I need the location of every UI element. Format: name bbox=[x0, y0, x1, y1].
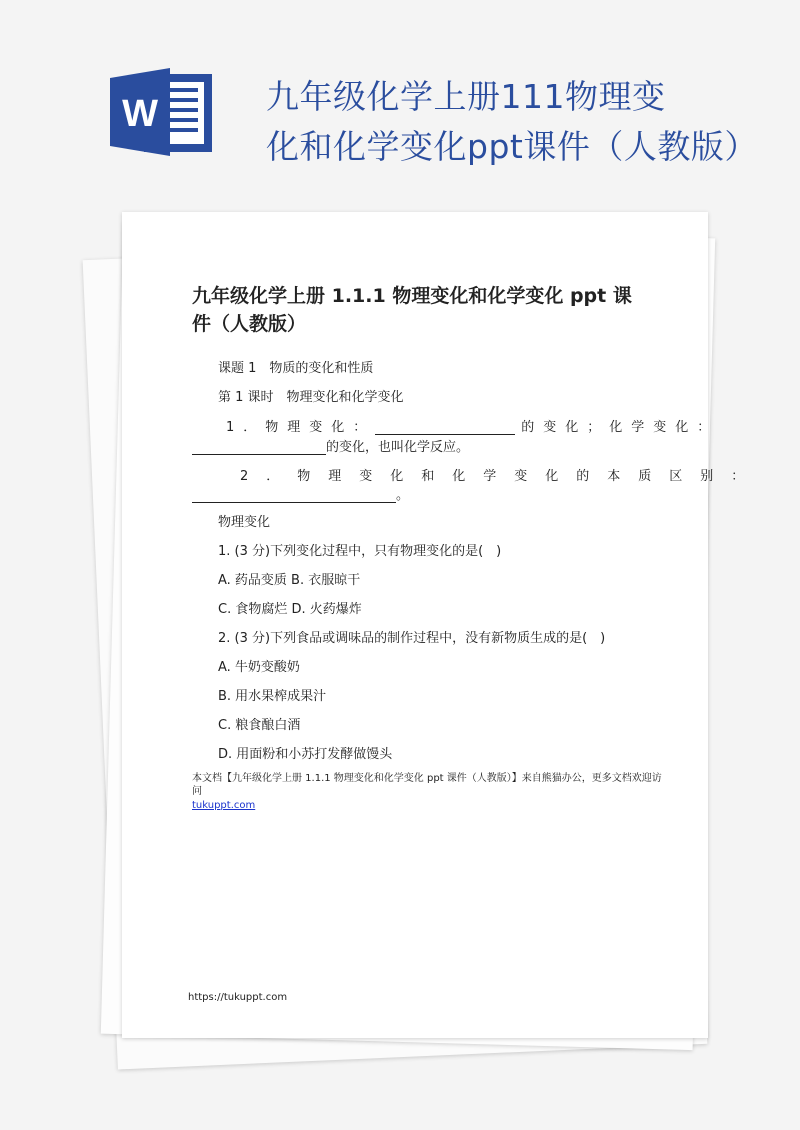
q1-suffix: 的变化，也叫化学反应。 bbox=[326, 440, 470, 455]
question-2-continued bbox=[192, 484, 409, 503]
question-2-line bbox=[240, 465, 762, 484]
period-heading: 第 1 课时 物理变化和化学变化 bbox=[218, 390, 404, 405]
list-item: A. 牛奶变酸奶 bbox=[218, 660, 300, 675]
document-title-line2: 件（人教版） bbox=[192, 313, 307, 335]
list-item: C. 粮食酿白酒 bbox=[218, 718, 301, 733]
word-doc-icon bbox=[110, 68, 214, 156]
list-item: A. 药品变质 B. 衣服晾干 bbox=[218, 573, 361, 588]
fill-blank bbox=[192, 454, 326, 455]
page-title-line1: 九年级化学上册111物理变 bbox=[266, 77, 666, 116]
page-title bbox=[266, 72, 766, 172]
document-title bbox=[192, 282, 642, 338]
fill-blank bbox=[192, 502, 396, 503]
document-title-line1: 九年级化学上册 1.1.1 物理变化和化学变化 ppt 课 bbox=[192, 285, 632, 307]
fill-blank bbox=[375, 434, 515, 435]
bottom-url: https://tukuppt.com bbox=[188, 992, 288, 1003]
list-item: D. 用面粉和小苏打发酵做馒头 bbox=[218, 747, 393, 762]
document-page bbox=[122, 212, 763, 1038]
lesson-heading: 课题 1 物质的变化和性质 bbox=[218, 361, 374, 376]
page-title-line2: 化和化学变化ppt课件（人教版） bbox=[266, 127, 758, 166]
list-item: C. 食物腐烂 D. 火药爆炸 bbox=[218, 602, 362, 617]
list-item: 2. (3 分)下列食品或调味品的制作过程中，没有新物质生成的是( ) bbox=[218, 631, 606, 646]
q2-prefix: 2．物理变化和化学变化的本质区别： bbox=[240, 469, 763, 484]
question-1-line bbox=[226, 416, 719, 435]
q1-mid: 的变化；化学变化： bbox=[521, 420, 720, 435]
q2-end: 。 bbox=[396, 488, 410, 503]
section-heading: 物理变化 bbox=[218, 515, 271, 530]
footer-note: 本文档【九年级化学上册 1.1.1 物理变化和化学变化 ppt 课件（人教版）】来自熊猫办公，更多文档欢迎访问 bbox=[192, 773, 662, 797]
question-1-continued bbox=[192, 436, 469, 455]
footer-link[interactable]: tukuppt.com bbox=[192, 800, 256, 811]
list-item: 1. (3 分)下列变化过程中，只有物理变化的是( ) bbox=[218, 544, 502, 559]
q1-prefix: 1．物理变化： bbox=[226, 420, 376, 435]
word-icon-letter: W bbox=[122, 93, 158, 135]
list-item: B. 用水果榨成果汁 bbox=[218, 689, 327, 704]
